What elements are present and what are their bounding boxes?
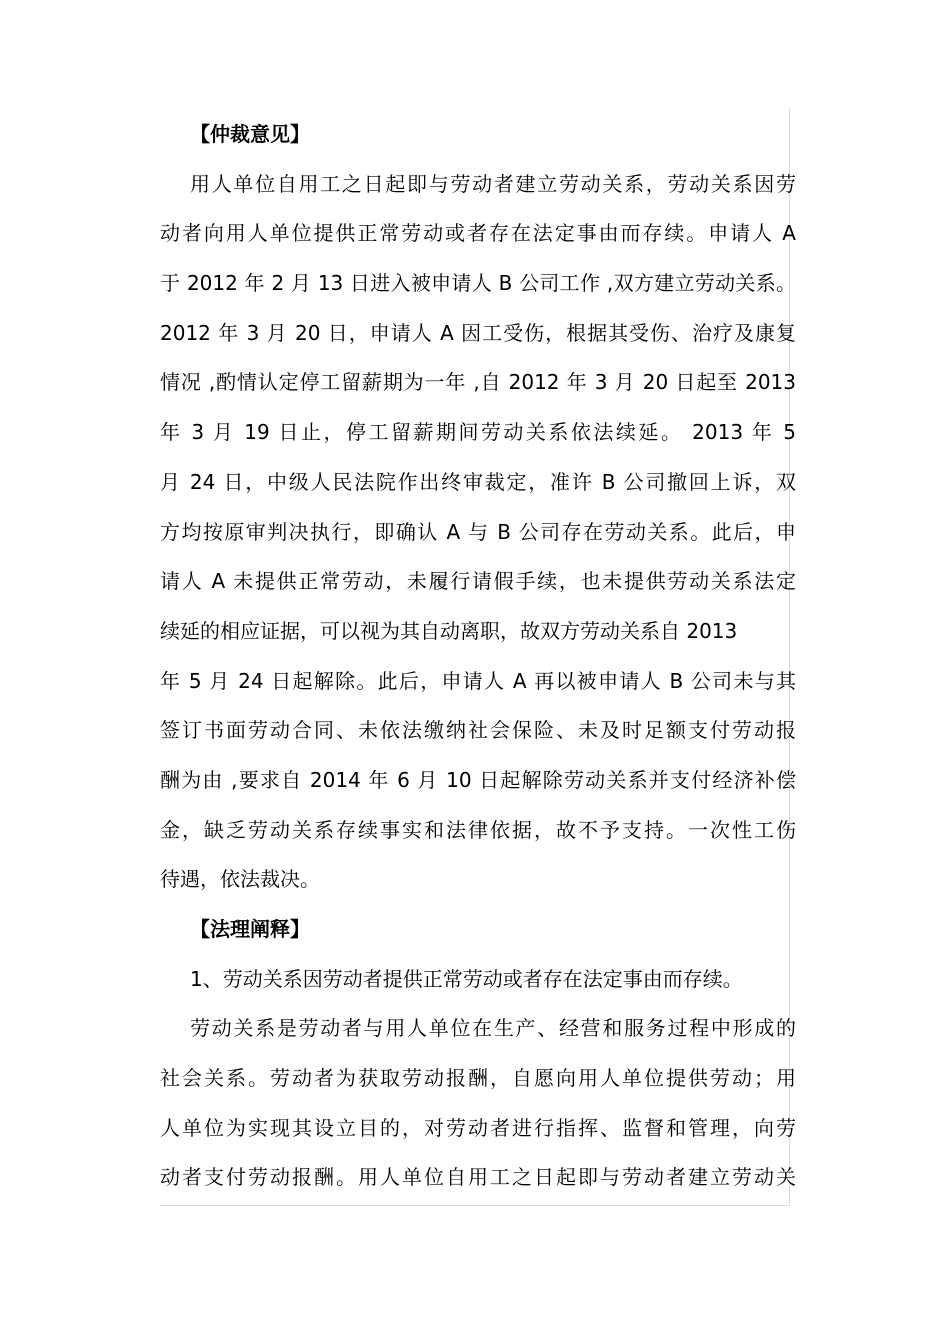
paragraph-line: 金，缺乏劳动关系存续事实和法律依据，故不予支持。一次性工伤 (160, 817, 796, 842)
paragraph-line: 酬为由 ,要求自 2014 年 6 月 10 日起解除劳动关系并支付经济补偿 (160, 767, 796, 792)
paragraph-line: 续延的相应证据，可以视为其自动离职，故双方劳动关系自 2013 (160, 618, 738, 643)
paragraph-line: 待遇，依法裁决。 (160, 867, 320, 892)
paragraph-line: 年 3 月 19 日止，停工留薪期间劳动关系依法续延。 2013 年 5 (160, 420, 796, 445)
paragraph-line: 劳动关系是劳动者与用人单位在生产、经营和服务过程中形成的 (190, 1016, 796, 1041)
paragraph-line: 用人单位自用工之日起即与劳动者建立劳动关系，劳动关系因劳 (190, 171, 796, 196)
document-body (160, 110, 796, 1203)
section-heading-explanation: 【法理阐释】 (190, 917, 310, 941)
paragraph-line: 社会关系。劳动者为获取劳动报酬，自愿向用人单位提供劳动；用 (160, 1066, 796, 1091)
paragraph-line: 动者向用人单位提供正常劳动或者存在法定事由而存续。申请人 A (160, 221, 796, 246)
paragraph-line: 年 5 月 24 日起解除。此后，申请人 A 再以被申请人 B 公司未与其 (160, 668, 796, 693)
paragraph-line: 人单位为实现其设立目的，对劳动者进行指挥、监督和管理，向劳 (160, 1115, 796, 1140)
paragraph-line: 2012 年 3 月 20 日，申请人 A 因工受伤，根据其受伤、治疗及康复 (160, 320, 796, 345)
paragraph-line: 动者支付劳动报酬。用人单位自用工之日起即与劳动者建立劳动关 (160, 1165, 796, 1190)
paragraph-line: 情况 ,酌情认定停工留薪期为一年 ,自 2012 年 3 月 20 日起至 2013 (160, 370, 796, 395)
numbered-point: 1、劳动关系因劳动者提供正常劳动或者存在法定事由而存续。 (190, 966, 743, 991)
paragraph-line: 方均按原审判决执行，即确认 A 与 B 公司存在劳动关系。此后，申 (160, 519, 796, 544)
section-heading-opinion: 【仲裁意见】 (190, 122, 310, 146)
paragraph-line: 请人 A 未提供正常劳动，未履行请假手续，也未提供劳动关系法定 (160, 569, 796, 594)
paragraph-line: 签订书面劳动合同、未依法缴纳社会保险、未及时足额支付劳动报 (160, 718, 796, 743)
paragraph-line: 于 2012 年 2 月 13 日进入被申请人 B 公司工作 ,双方建立劳动关系。 (160, 271, 796, 296)
paragraph-line: 月 24 日，中级人民法院作出终审裁定，准许 B 公司撤回上诉，双 (160, 469, 796, 494)
